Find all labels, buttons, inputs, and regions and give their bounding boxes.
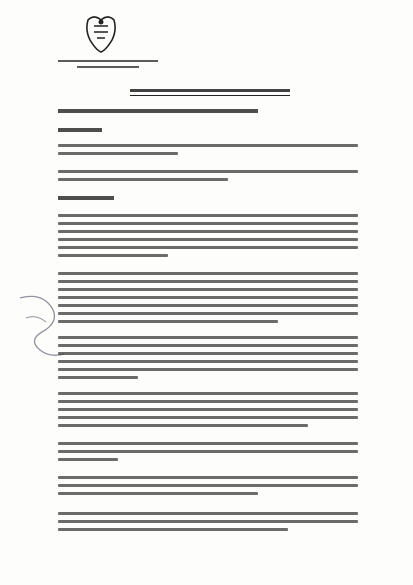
institution-header-line	[77, 66, 139, 68]
paragraph	[58, 272, 358, 328]
section-heading	[58, 196, 114, 200]
paragraph	[58, 170, 358, 186]
authority-heading	[58, 109, 258, 113]
paragraph	[58, 336, 358, 384]
section-heading	[58, 128, 102, 132]
paragraph	[58, 442, 358, 466]
paragraph	[58, 214, 358, 262]
coat-of-arms-icon	[84, 14, 118, 54]
paragraph	[58, 392, 358, 432]
title-underline	[130, 95, 290, 96]
document-title	[130, 89, 290, 92]
paragraph	[58, 144, 358, 160]
paragraph	[58, 476, 358, 500]
institution-header-line	[58, 60, 158, 62]
paragraph	[58, 512, 358, 536]
